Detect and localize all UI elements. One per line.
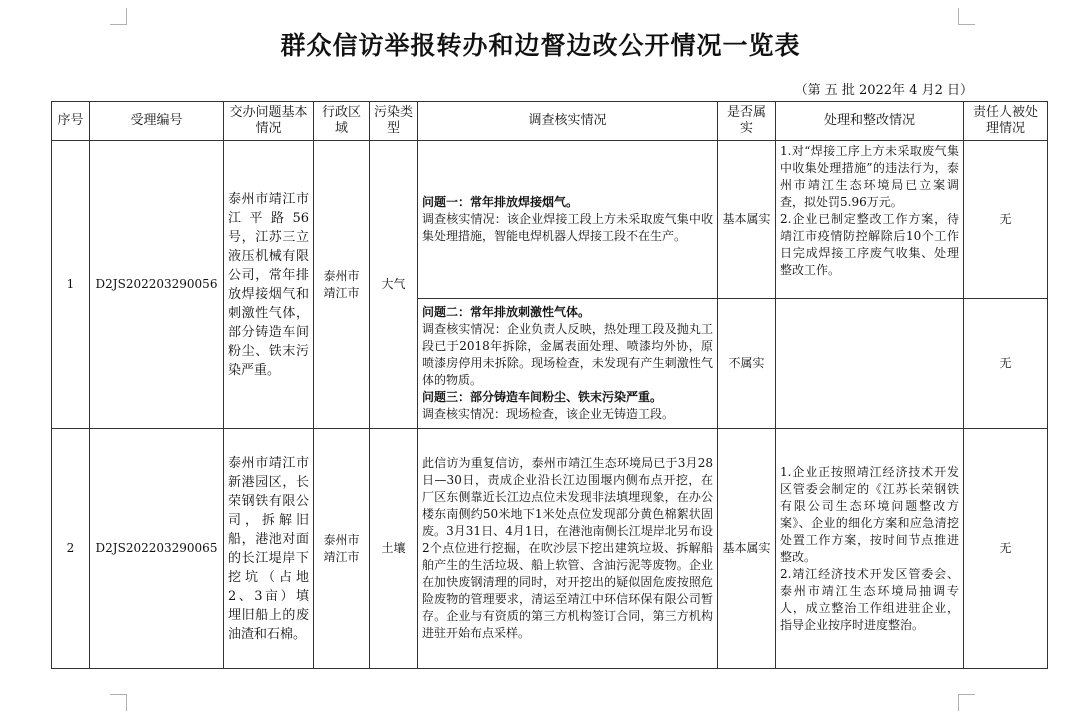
row2-code: D2JS202203290065 — [90, 429, 224, 669]
row1-code: D2JS202203290056 — [90, 141, 224, 429]
corner-mark-top-right — [958, 8, 975, 25]
handling-item: 1.对“焊接工序上方未采取废气集中收集处理措施”的违法行为，泰州市靖江生态环境局已立案调查，拟处罚5.96万元。 — [780, 144, 959, 209]
corner-mark-bottom-right — [958, 694, 975, 711]
problem2-text: 调查核实情况：企业负责人反映，热处理工段及抛丸工段已于2018年拆除，金属表面处理、喷漆均外协，原喷漆房停用未拆除。现场检查，未发现有产生刺激性气体的物质。 — [422, 322, 713, 387]
row1-problem1 — [418, 141, 718, 299]
disclosure-table — [51, 101, 1048, 669]
row1-part1-handling — [776, 141, 964, 299]
header-type: 污染类型 — [370, 102, 418, 141]
row1-part2-responsible: 无 — [964, 299, 1048, 429]
row1-part1-responsible: 无 — [964, 141, 1048, 299]
row2-region: 泰州市靖江市 — [314, 429, 370, 669]
table-header-row — [52, 102, 1048, 141]
problem1-title: 问题一：常年排放焊接烟气。 — [422, 195, 579, 209]
row1-problem2-3 — [418, 299, 718, 429]
table-row — [52, 141, 1048, 299]
corner-mark-bottom-left — [110, 694, 127, 711]
header-seq: 序号 — [52, 102, 90, 141]
problem3-title: 问题三：部分铸造车间粉尘、铁末污染严重。 — [422, 390, 663, 404]
row2-responsible: 无 — [964, 429, 1048, 669]
batch-date: （第 五 批 2022年 4 月2 日） — [794, 83, 973, 98]
header-truth: 是否属实 — [718, 102, 776, 141]
header-code: 受理编号 — [90, 102, 224, 141]
handling-item: 1.企业正按照靖江经济技术开发区管委会制定的《江苏长荣钢铁有限公司生态环境问题整改方案》、企业的细化方案和应急清挖处置工作方案，按时间节点推进整改。 — [780, 464, 959, 564]
header-basic: 交办问题基本情况 — [224, 102, 314, 141]
row2-investigation: 此信访为重复信访，泰州市靖江生态环境局已于3月28日—30日，责成企业沿长江边围堰内侧布点开挖，在厂区东侧靠近长江边点位未发现非法填埋现象，在办公楼东南侧约50米地下1米处点位发现部分黄色棉絮状固废。3月31日、4月1日，在港池南侧长江堤岸北另布设2个点位进行挖掘，在吹沙层下挖出建筑垃圾、拆解船舶产生的生活垃圾、船上软管、含油污泥等废物。企业在加快废钢清理的同时，对开挖出的疑似固危废按照危险废物的管理要求，清运至靖江中环信环保有限公司暂存。企业与有资质的第三方机构签订合同，第三方机构进驻开始布点采样。 — [418, 429, 718, 669]
header-investigation: 调查核实情况 — [418, 102, 718, 141]
problem2-title: 问题二：常年排放刺激性气体。 — [422, 305, 591, 319]
header-handling: 处理和整改情况 — [776, 102, 964, 141]
table-row — [52, 429, 1048, 669]
header-region: 行政区域 — [314, 102, 370, 141]
row1-type: 大气 — [370, 141, 418, 429]
problem3-text: 调查核实情况：现场检查，该企业无铸造工段。 — [422, 407, 675, 421]
row1-part1-truth: 基本属实 — [718, 141, 776, 299]
row1-basic: 泰州市靖江市江平路56号，江苏三立液压机械有限公司，常年排放焊接烟气和刺激性气体，部分铸造车间粉尘、铁末污染严重。 — [224, 141, 314, 429]
problem1-text: 调查核实情况：该企业焊接工段上方未采取废气集中收集处理措施，智能电焊机器人焊接工段不在生产。 — [422, 212, 713, 243]
corner-mark-top-left — [110, 8, 127, 25]
row2-truth: 基本属实 — [718, 429, 776, 669]
row2-basic: 泰州市靖江市新港园区，长荣钢铁有限公司，拆解旧船，港池对面的长江堤岸下挖坑（占地2、3亩）填埋旧船上的废油渣和石棉。 — [224, 429, 314, 669]
row2-type: 土壤 — [370, 429, 418, 669]
row2-seq: 2 — [52, 429, 90, 669]
row1-part2-handling — [776, 299, 964, 429]
page-title: 群众信访举报转办和边督边改公开情况一览表 — [280, 31, 801, 60]
row1-region: 泰州市靖江市 — [314, 141, 370, 429]
header-responsible: 责任人被处理情况 — [964, 102, 1048, 141]
handling-item: 2.靖江经济技术开发区管委会、泰州市靖江生态环境局抽调专人，成立整治工作组进驻企业，指导企业按序时进度整治。 — [780, 566, 959, 632]
row1-part2-truth: 不属实 — [718, 299, 776, 429]
row1-seq: 1 — [52, 141, 90, 429]
handling-item: 2.企业已制定整改工作方案，待靖江市疫情防控解除后10个工作日完成焊接工序废气收集、处理整改工作。 — [780, 212, 959, 277]
row2-handling — [776, 429, 964, 669]
